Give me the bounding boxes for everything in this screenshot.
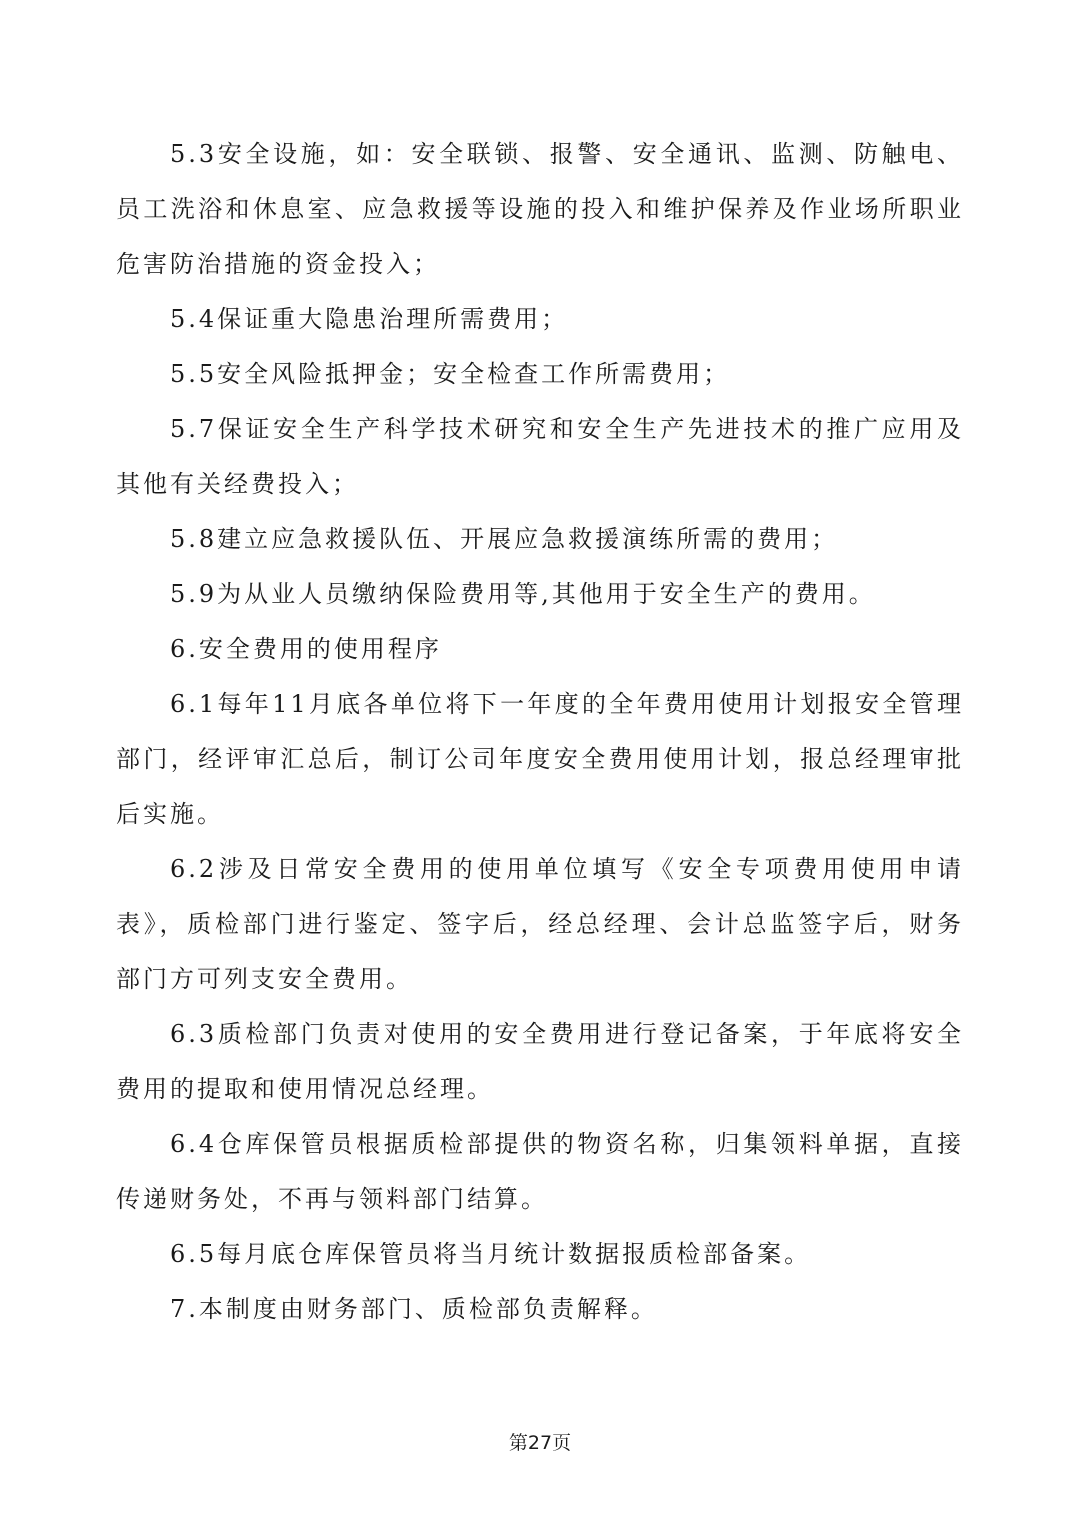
paragraph-5-3: 5.3安全设施，如：安全联锁、报警、安全通讯、监测、防触电、员工洗浴和休息室、应急救援等设施的投入和维护保养及作业场所职业危害防治措施的资金投入； (116, 140, 964, 278)
paragraph-5-9: 5.9为从业人员缴纳保险费用等,其他用于安全生产的费用。 (170, 580, 876, 608)
paragraph-5-5: 5.5安全风险抵押金；安全检查工作所需费用； (170, 360, 731, 388)
section-heading-6: 6.安全费用的使用程序 (170, 635, 442, 663)
paragraph-5-4: 5.4保证重大隐患治理所需费用； (170, 305, 569, 333)
paragraph-6-3: 6.3质检部门负责对使用的安全费用进行登记备案，于年底将安全费用的提取和使用情况总经理。 (116, 1020, 964, 1103)
paragraph-5-7: 5.7保证安全生产科学技术研究和安全生产先进技术的推广应用及其他有关经费投入； (116, 415, 964, 498)
paragraph-6-1: 6.1每年11月底各单位将下一年度的全年费用使用计划报安全管理部门，经评审汇总后，制订公司年度安全费用使用计划，报总经理审批后实施。 (116, 690, 964, 828)
paragraph-6-4: 6.4仓库保管员根据质检部提供的物资名称，归集领料单据，直接传递财务处，不再与领料部门结算。 (116, 1130, 964, 1213)
document-body (116, 127, 964, 1337)
paragraph-5-8: 5.8建立应急救援队伍、开展应急救援演练所需的费用； (170, 525, 839, 553)
section-heading-7: 7.本制度由财务部门、质检部负责解释。 (170, 1295, 658, 1323)
paragraph-6-5: 6.5每月底仓库保管员将当月统计数据报质检部备案。 (170, 1240, 812, 1268)
paragraph-6-2: 6.2涉及日常安全费用的使用单位填写《安全专项费用使用申请表》，质检部门进行鉴定、签字后，经总经理、会计总监签字后，财务部门方可列支安全费用。 (116, 855, 964, 993)
page-number: 第27页 (508, 1432, 572, 1454)
